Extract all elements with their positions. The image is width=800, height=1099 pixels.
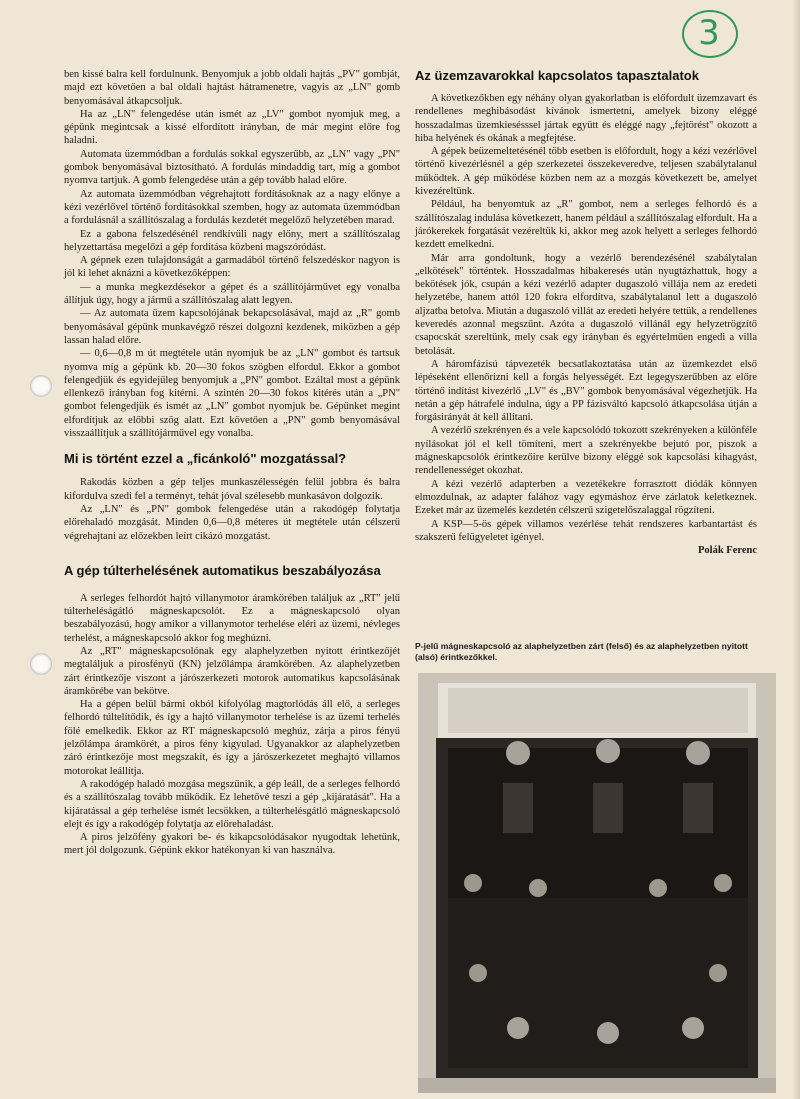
page-number: 3: [680, 8, 738, 58]
paragraph: A KSP—5-ös gépek villamos vezérlése tehát rendszeres karbantartást és szakszerű felügyeletet igényel.: [415, 518, 757, 543]
left-column: [64, 68, 400, 858]
paragraph: A serleges felhordót hajtó villanymotor áramkörében találjuk az „RT" jelű túlterheléságátló mágneskapcsolót. Ez a mágneskapcsoló olyan beszabályozású, hogy amikor a villanymotor terhelése eléri az üzemi, névleges terhelést, a mágneskapcsoló akkor fog meghúzni.: [64, 592, 400, 644]
paragraph: A rakodógép haladó mozgása megszűnik, a gép leáll, de a serleges felhordó és a szállítószalag tovább működik. Ez lehetővé teszi a gép „kijáratását". Ha a kijáratással a gép terhelése ismét lecsökken, a túlterhelésgátló mágneskapcsoló elejt és így a rakodógép folytatja az előrehaladást.: [64, 778, 400, 830]
paragraph: Rakodás közben a gép teljes munkaszélességén felül jobbra és balra kifordulva szedi fel a terményt, tehát jóval szélesebb munkasávon dolgozik.: [64, 477, 400, 502]
paragraph: A vezérlő szekrényen és a vele kapcsolódó tokozott szekrényeken a különféle nyílásokat jól el kell tömíteni, mert a szekrényekbe bejutó por, piszok a mágneskapcsolók érintkezőire kerülve bizony eléggé sok kapcsolási kihagyást, rendellenességet okozhat.: [415, 425, 757, 477]
section-heading: Mi is történt ezzel a „ficánkoló" mozgatással?: [64, 451, 347, 467]
paragraph: Például, ha benyomtuk az „R" gombot, nem a serleges felhordó és a szállítószalag indulása következett, hanem például a szállítószalag elfordult. Ha a járókerekek forgatását vezéreltük ki, akkor meg azok helyett a serleges felhordó kezdett emelkedni.: [415, 199, 757, 251]
right-column: [415, 68, 757, 557]
paragraph: A gépnek ezen tulajdonságát a garmadából történő felszedéskor nagyon is jól ki lehet aknázni a következőképpen:: [64, 255, 400, 280]
photo-caption: P-jelű mágneskapcsoló az alaphelyzetben zárt (felső) és az alaphelyzetben nyitott (alsó) érintkezőkkel.: [415, 641, 748, 662]
paragraph: Az „RT" mágneskapcsolónak egy alaphelyzetben nyitott érintkezőjét megtaláljuk a pirosfényű (KN) jelzőlámpa áramkörében. Az alaphelyzetben zárt érintkezője viszont a járószerkezeti motorok automatikus kapcsolásának áramkörébe van bekötve.: [64, 645, 400, 697]
contactor-photo: [418, 673, 776, 1093]
paragraph: Automata üzemmódban a fordulás sokkal egyszerűbb, az „LN" vagy „PN" gombok benyomásával biztosítható. A fordulás mindaddig tart, míg a gombot nyomva tartjuk. A gomb felengedése után a gép tovább halad előre.: [64, 148, 400, 187]
paragraph: Az automata üzemmódban végrehajtott fordításoknak az a nagy előnye a kézi vezérlővel történő fordításokkal szemben, hogy az automata üzemmódban a fordulásnál a szállítószalag a fordulás kezdetét megelőző helyzetében marad.: [64, 188, 400, 227]
paragraph: A piros jelzőfény gyakori be- és kikapcsolódásakor nyugodtak lehetünk, mert jól dolgozunk. Gépünk ekkor hatékonyan ki van használva.: [64, 832, 400, 857]
paragraph: A háromfázisú tápvezeték becsatlakoztatása után az üzemkezdet első lépéseként ellenőrizni kell a forgás helyességét. Ezt legegyszerűbben az előre történő indítást kivezérlő „LV" és „BV" gombok benyomásával végezhetjük. Ha netán a gép hátrafelé indulna, úgy a PP fázisváltó kapcsoló átkapcsolása útján a forgásirányát át kell állítani.: [415, 358, 757, 424]
paragraph: A gépek beüzemeltetésénél több esetben is előfordult, hogy a kézi vezérlővel történő kivezérlésnél a gép szerkezetei összekeveredve, teljesen szabálytalanul működtek. A gép működése közben nem az a mozgás következett be, amelyet kivezéreltünk.: [415, 146, 757, 198]
paragraph: Ha az „LN" felengedése után ismét az „LV" gombot nyomjuk meg, a gépünk megintcsak a kissé elfordított irányban, de már megint előre fog haladni.: [64, 108, 400, 147]
paragraph: — 0,6—0,8 m út megtétele után nyomjuk be az „LN" gombot és tartsuk nyomva míg a gépünk kb. 20—30 fokos szögben elfordul. Ekkor a gombot felengedjük és egyidejűleg benyomjuk a „PN" gombot. Ezáltal most a gépünk ellenkező irányban fog kitérni. A szintén 20—30 fokos kitérés után a „PN" gombot felengedjük és ismét az „LN" gombot nyomjuk be. Gépünket megint elfordítjuk az előbbi szög alatt. Ezt követően a „PN" gomb benyomásával visszaállítjuk a szállítójárművel egy vonalba.: [64, 348, 400, 440]
section-heading: A gép túlterhelésének automatikus beszabályozása: [64, 562, 381, 578]
punch-hole: [30, 375, 52, 397]
section-heading: Az üzemzavarokkal kapcsolatos tapasztalatok: [415, 68, 699, 83]
paragraph: — a munka megkezdésekor a gépet és a szállítójárművet egy vonalba állítjuk úgy, hogy a jármű a szállítószalag alatt legyen.: [64, 281, 400, 307]
paragraph: A kézi vezérlő adapterben a vezetékekre forrasztott diódák könnyen elmozdulnak, az adapter falához vagy egymáshoz érve zárlatok keletkeznek. Ezeket már az üzemelés kezdetén célszerű szigetelőszalaggal rögzíteni.: [415, 478, 757, 517]
page-edge: [792, 0, 800, 1099]
paragraph: — Az automata üzem kapcsolójának bekapcsolásával, majd az „R" gomb benyomásával gépünk munkavégző részei dolgozni kezdenek, miközben a gép lassan halad előre.: [64, 308, 400, 346]
paragraph: Az „LN" és „PN" gombok felengedése után a rakodógép folytatja előrehaladó mozgását. Minden 0,6—0,8 méteres út megtétele után célszerű végrehajtani az előzekben leírt cikázó mozgatást.: [64, 503, 400, 542]
punch-hole: [30, 653, 52, 675]
paragraph: Már arra gondoltunk, hogy a vezérlő berendezésénél szabálytalan „elkötések" történtek. Hosszadalmas hibakeresés után nyugtázhattuk, hogy a bekötések jók, csupán a kézi vezérlő adapter dugaszoló villája nem az eredeti helyzetébe, hanem attól 120 fokra elfordítva, szabálytalanul lett a dugaszoló aljzatba betolva. Miután a dugaszoló villát az eredeti helyére tettük, a rendellenes keveredés azonnal megszűnt. Azóta a dugaszoló villánál egy helyzetrögzítő csapocskát szereltünk, mely csak egy irányban és egyértelműen engedi a villa betolását.: [415, 252, 757, 357]
paragraph: Ha a gépen belül bármi okból kifolyólag magtorlódás áll elő, a serleges felhordó túltelítődik, és így a hajtó villanymotor terhelése is az üzemi terhelés fölé emelkedik. Ekkor az RT mágneskapcsoló meghúz, zárja a piros fényű jelzőlámpa áramkörét, a piros fény kigyulad. Ugyanakkor az alaphelyzetben záró érintkezője most megszakít, és így a járószerkezetet meghajtó villamos motorokat leállítja.: [64, 699, 400, 777]
paragraph: Ez a gabona felszedésénél rendkívüli nagy előny, mert a szállítószalag helyzettartása megelőzi a gép fordítása közbeni magszóródást.: [64, 228, 400, 253]
paragraph: A következőkben egy néhány olyan gyakorlatban is előfordult üzemzavart és rendellenes meghibásodást kívánok ismertetni, amelyek bizony eléggé hosszadalmas üzemkiesésssel jártak együtt és eléggé nagy „fejtörést" okozott a hiba helyének és okának a megfejtése.: [415, 93, 757, 144]
paragraph: ben kissé balra kell fordulnunk. Benyomjuk a jobb oldali hajtás „PV" gombját, majd ezt követően a bal oldali hajtást hátramenetre, vagyis az „LN" gomb benyomásával átkapcsoljuk.: [64, 69, 400, 107]
author-signature: Polák Ferenc: [697, 545, 757, 557]
